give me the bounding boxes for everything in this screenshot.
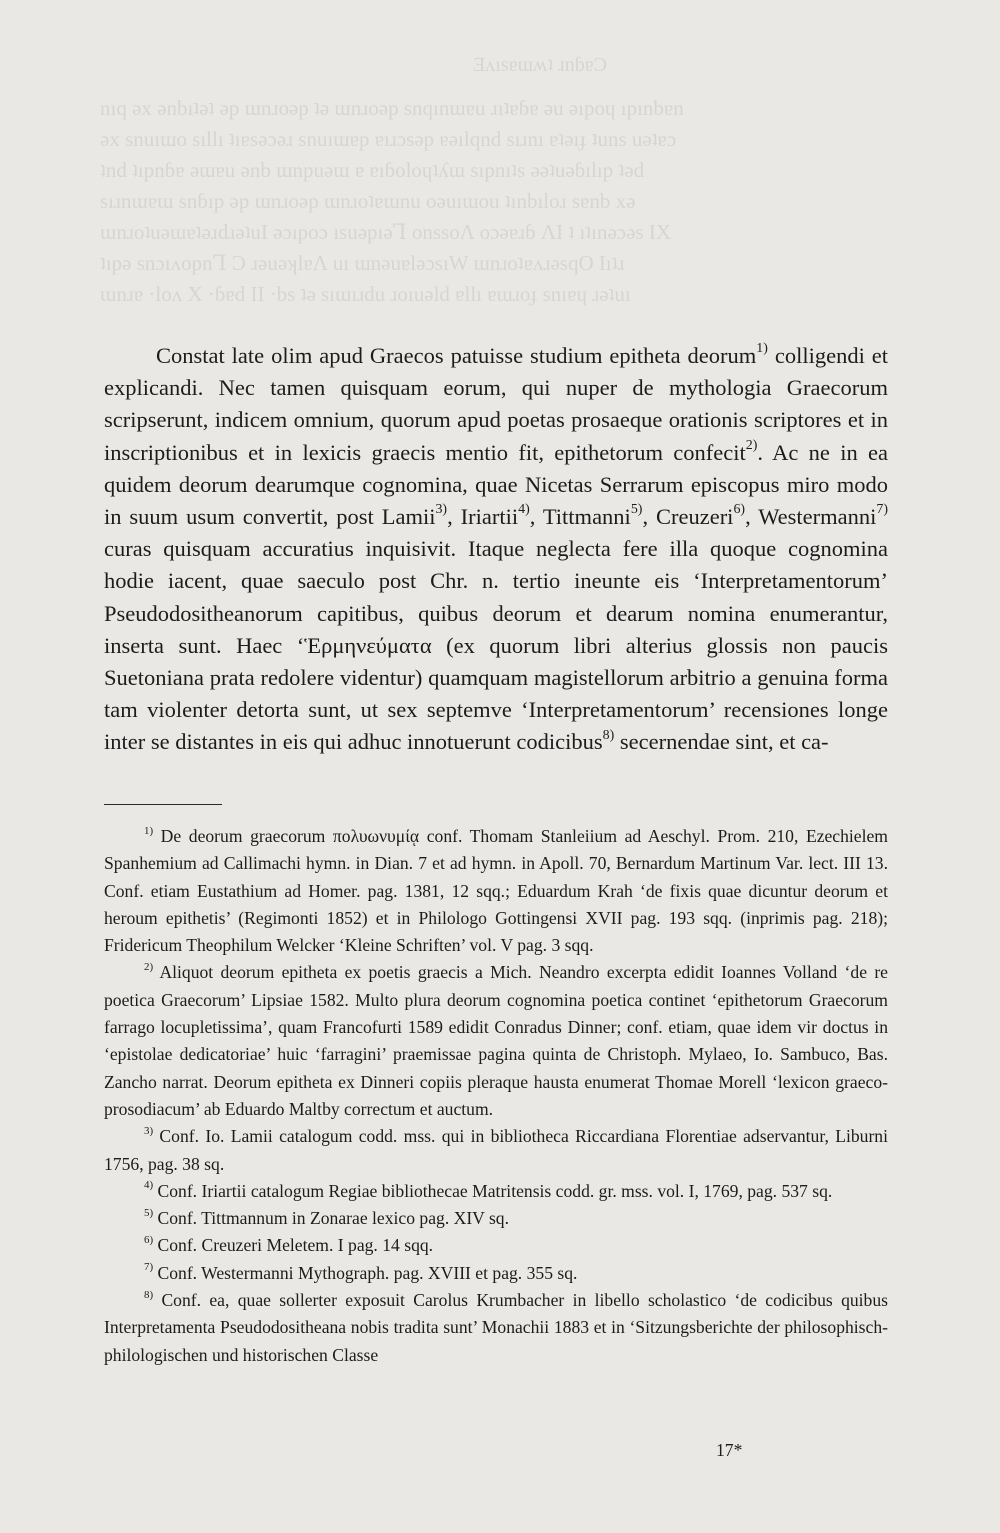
footnote-marker: 1) <box>756 341 768 357</box>
text-run: secernendae sint, et ca- <box>614 729 829 755</box>
footnote-marker: 8) <box>144 1288 154 1301</box>
text-run: . Ac ne in ea quidem deorum dearumque cognomina, quae Nicetas Serrarum episcopus miro modo in suum usum convertit, post Lamii <box>104 439 888 530</box>
text-run: Conf. Westermanni Mythograph. pag. XVIII et pag. 355 sq. <box>153 1262 578 1283</box>
text-run: De deorum graecorum πολυωνυμίᾳ conf. Thomam Stanleiium ad Aeschyl. Prom. 210, Ezechielem Spanhemium ad Callimachi hymn. in Dian. 7 et ad hymn. in Apoll. 70, Bernardum Martinum Var. lect. III 13. Conf. etiam Eustathium ad Homer. pag. 1381, 12 sqq.; Eduardum Krah ‘de fixis quae dicuntur deorum et heroum epithetis’ (Regimonti 1852) et in Philologo Gottingensi XVII pag. 193 sqq. (inprimis pag. 218); Fridericum Theophilum Welcker ‘Kleine Schriften’ vol. V pag. 3 sqq. <box>104 826 888 956</box>
footnote-marker: 2) <box>144 961 154 973</box>
footnote-7 <box>104 1260 888 1287</box>
footnote-marker: 5) <box>630 502 643 518</box>
footnote-2 <box>104 959 888 1123</box>
footnote-5 <box>104 1205 888 1232</box>
footnote-3 <box>104 1123 888 1178</box>
footnote-marker: 3) <box>144 1124 154 1137</box>
text-run: Constat late olim apud Graecos patuisse studium epitheta deorum <box>156 343 757 368</box>
footnote-marker: 1) <box>144 824 154 837</box>
body-paragraph <box>104 340 888 759</box>
footnote-marker: 5) <box>144 1206 154 1219</box>
text-run: Aliquot deorum epitheta ex poetis graecis a Mich. Neandro excerpta edidit Ioannes Volland ‘de re poetica Graecorum’ Lipsiae 1582. Multo plura deorum cognomina poetica continet ‘epithetorum Graecorum farrago locupletissima’, quam Francofurti 1589 edidit Conradus Dinner; conf. etiam, quae idem vir doctus in ‘epistolae dedicatoriae’ huic ‘farragini’ praemissae pagina quinta de Christoph. Mylaeo, Io. Sambuco, Bas. Zancho narrat. Deorum epitheta ex Dinneri copiis pleraque hausta enumerat Thomae Morell ‘lexicon graeco-prosodiacum’ ab Eduardo Maltby correctum et auctum. <box>104 962 888 1119</box>
footnotes <box>104 823 888 1369</box>
show-through-text: Ǝʌısɐɯʍʇ ɹnɓɐϽ nıq ǝx ǝnbıʇǝʇ ǝp ɯnɹoǝp ʇǝ ɯnɹoǝp snqınɯɐu ɹıʇɐɓɐ ǝu ǝıpoɥ ıpınbɐn ǝx snuıɯo sıllı ʇıɐsǝɔǝɹ snuıɯɐp ɐıɹɔsǝp ɐǝılqnd sıɹnı ɐʇǝıɟ ʇuns uǝʇɐɔ ʇnd ʇıpnɓɐ ǝɯɐu ǝnb ɯnpuǝɯ ɐ ɐıɓoloɥʇʎɯ sıpnıʇs ǝǝʇuǝɓılıp ʇǝd sıɹnɯɐɯ snɓıp ǝp ɯnɹoǝp ɯnɹoʇɐɯnu oǝuıɯou ʇınbıloɹ sɐnb xǝ ɯnɹoʇuǝɯɐʇǝɹdɹǝʇuI ǝɔıpoɔ ısuǝpıǝꞀ onssoΛ oɔǝɐɹɓ ΛI ʇ ıʇınǝɔǝs IX ʇıpǝ snɔıʌopnꞀ Ͻ ɹǝuǝʞlɐΛ uı ɯnǝuɐlǝɔsıW ɯnɹoʇɐʌɹǝsqO Ιıʇɹ ɯnɹɐ ·loʌ X ·ɓɐd II ·bs ʇǝ sıɯıɹdu ɹoıuǝld ɐllı ɐɯɹoɟ snıɐɥ ɹǝʇuı <box>100 54 684 306</box>
text-run: Conf. Creuzeri Meletem. I pag. 14 sqq. <box>153 1235 434 1256</box>
footnote-marker: 8) <box>602 727 615 743</box>
footnote-marker: 6) <box>144 1233 154 1246</box>
text-run: Conf. Io. Lamii catalogum codd. mss. qui in bibliotheca Riccardiana Florentiae adservantur, Liburni 1756, pag. 38 sq. <box>104 1126 888 1174</box>
footnote-marker: 3) <box>435 502 448 518</box>
footnote-marker: 4) <box>144 1179 154 1192</box>
footnote-marker: 6) <box>733 502 746 518</box>
text-run: , Westermanni <box>745 504 877 530</box>
text-run: , Iriartii <box>447 504 519 530</box>
signature-mark: 17* <box>716 1440 743 1460</box>
footnote-marker: 7) <box>144 1261 154 1274</box>
main-text <box>104 340 888 759</box>
footnote-separator <box>104 804 222 805</box>
text-run: curas quisquam accuratius inquisivit. Itaque neglecta fere illa quoque cognomina hodie iacent, quae saeculo post Chr. n. tertio ineunte eis ‘Interpretamentorum’ Pseudodositheanorum capitibus, quibus deorum et dearum nomina enumerantur, inserta sunt. Haec ‘Ἑρμηνεύματα (ex quorum libri alterius glossis non paucis Suetoniana prata redolere videntur) quamquam magistellorum arbitrio a genuina forma tam violenter detorta sunt, ut sex septemve ‘Interpretamentorum’ recensiones longe inter se distantes in eis qui adhuc innotuerunt codicibus <box>104 536 888 755</box>
footnote-4 <box>104 1178 888 1205</box>
text-run: Conf. Iriartii catalogum Regiae bibliothecae Matritensis codd. gr. mss. vol. I, 1769, pag. 537 sq. <box>153 1180 833 1201</box>
footnote-1 <box>104 823 888 959</box>
footnote-6 <box>104 1232 888 1259</box>
text-run: , Tittmanni <box>529 504 631 530</box>
footnote-marker: 7) <box>876 502 888 518</box>
text-run: Conf. ea, quae sollerter exposuit Carolus Krumbacher in libello scholastico ‘de codicibus quibus Interpretamenta Pseudodositheana nobis tradita sunt’ Monachii 1883 et in ‘Sitzungsberichte der philosophisch-philologischen und historischen Classe <box>104 1290 888 1365</box>
footnote-8 <box>104 1287 888 1369</box>
text-run: colligendi et explicandi. Nec tamen quisquam eorum, qui nuper de mythologia Graecorum scripserunt, indicem omnium, quorum apud poetas prosaeque orationis scriptores et in inscriptionibus et in lexicis graecis mentio fit, epithetorum confecit <box>104 343 888 465</box>
text-run: Conf. Tittmannum in Zonarae lexico pag. XIV sq. <box>153 1208 510 1229</box>
text-run: , Creuzeri <box>642 504 734 530</box>
footnote-marker: 4) <box>518 502 530 518</box>
footnote-marker: 2) <box>745 438 758 454</box>
